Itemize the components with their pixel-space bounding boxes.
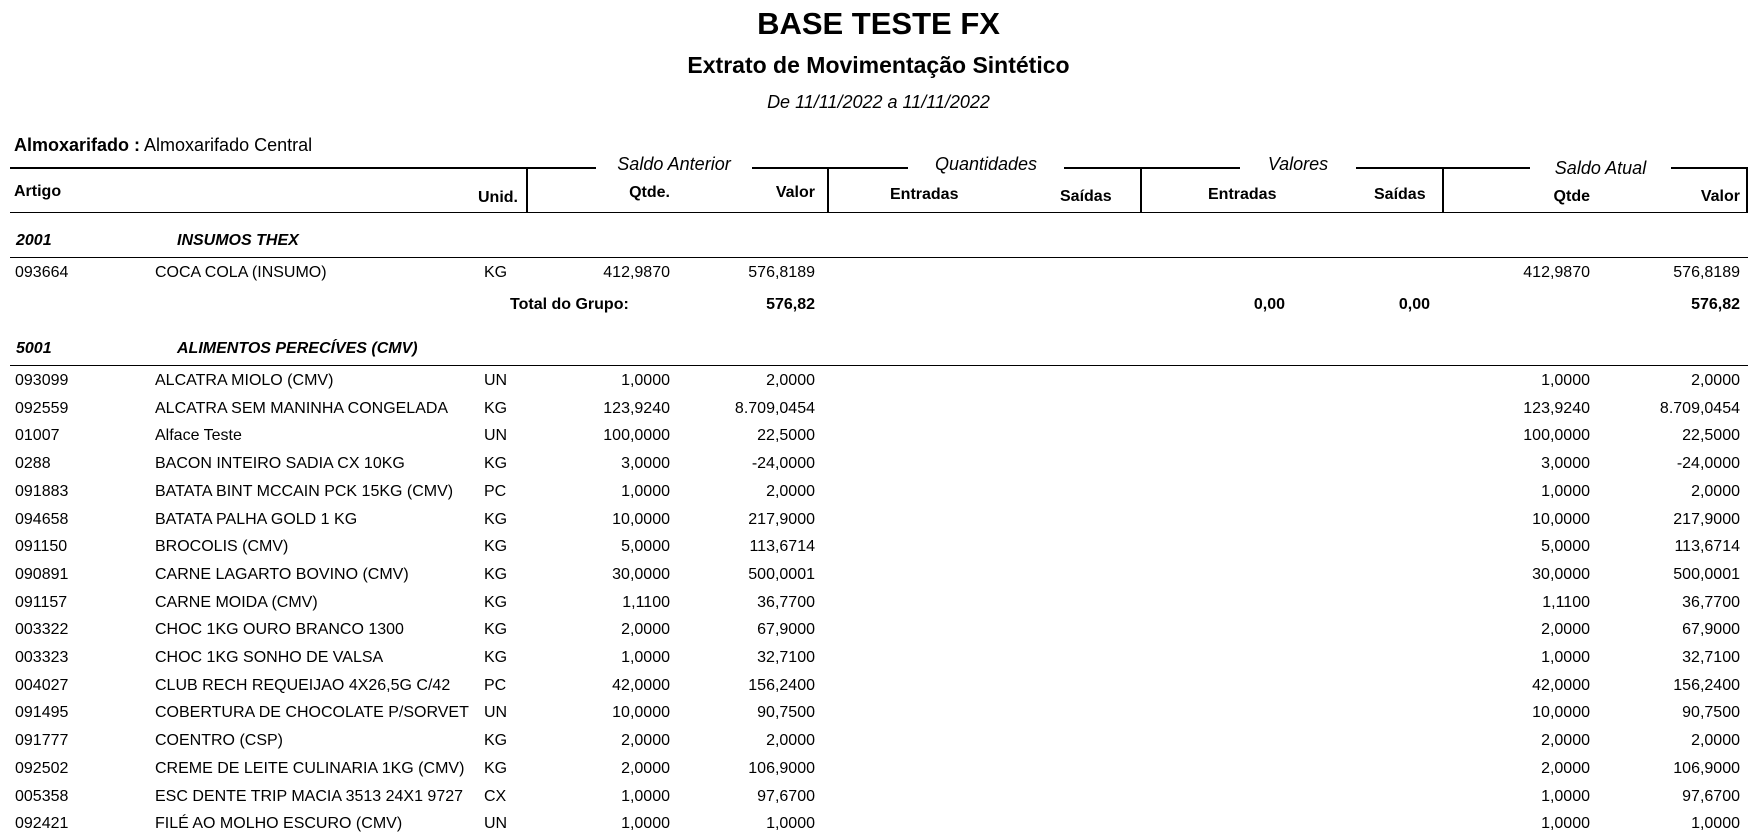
- col-divider-3: [1140, 167, 1142, 212]
- col-valor-atual: Valor: [1700, 188, 1740, 205]
- item-description: ESC DENTE TRIP MACIA 3513 24X1 9727: [155, 787, 464, 805]
- item-code: 092559: [15, 399, 69, 417]
- col-val-entradas: Entradas: [1208, 186, 1277, 203]
- item-valor-atual: 113,6714: [1674, 538, 1740, 556]
- report-period: De 11/11/2022 a 11/11/2022: [767, 92, 990, 112]
- item-valor-anterior: 22,5000: [757, 427, 815, 445]
- header-top-line-left: [10, 167, 526, 169]
- group-total-valores-saidas: 0,00: [1398, 296, 1430, 313]
- item-code: 092421: [15, 815, 69, 833]
- item-valor-atual: 22,5000: [1682, 427, 1740, 445]
- col-divider-2: [827, 167, 829, 212]
- item-valor-anterior: 106,9000: [748, 759, 815, 777]
- item-qtde-atual: 10,0000: [1532, 510, 1590, 528]
- col-qtde-anterior: Qtde.: [629, 184, 670, 201]
- item-unit: KG: [484, 649, 508, 666]
- item-qtde-anterior: 100,0000: [603, 427, 670, 445]
- item-qtde-atual: 10,0000: [1532, 704, 1590, 722]
- group-code: 2001: [16, 232, 52, 249]
- item-valor-anterior: 2,0000: [766, 372, 815, 389]
- group-quantidades: Quantidades: [908, 154, 1064, 175]
- item-qtde-anterior: 2,0000: [621, 621, 670, 639]
- item-qtde-anterior: 3,0000: [621, 455, 670, 473]
- item-code: 093664: [15, 264, 69, 281]
- item-unit: UN: [484, 372, 508, 389]
- item-qtde-atual: 1,0000: [1541, 649, 1590, 666]
- item-valor-atual: 97,6700: [1682, 787, 1740, 805]
- item-qtde-atual: 100,0000: [1523, 427, 1590, 445]
- item-description: COENTRO (CSP): [155, 732, 283, 750]
- item-valor-atual: 2,0000: [1691, 372, 1740, 389]
- item-valor-atual: 500,0001: [1673, 565, 1740, 583]
- item-unit: UN: [484, 427, 508, 445]
- col-artigo: Artigo: [14, 183, 62, 200]
- item-code: 01007: [15, 427, 60, 445]
- item-qtde-anterior: 10,0000: [612, 510, 670, 528]
- item-qtde-atual: 1,1100: [1542, 593, 1590, 611]
- item-description: COBERTURA DE CHOCOLATE P/SORVET: [155, 704, 469, 722]
- item-description: CHOC 1KG SONHO DE VALSA: [155, 649, 384, 666]
- item-valor-anterior: 217,9000: [748, 510, 815, 528]
- item-unit: UN: [484, 704, 508, 722]
- item-qtde-atual: 5,0000: [1541, 538, 1590, 556]
- item-qtde-anterior: 412,9870: [603, 264, 670, 281]
- item-code: 004027: [15, 676, 69, 694]
- item-valor-atual: 156,2400: [1673, 676, 1740, 694]
- item-code: 093099: [15, 372, 69, 389]
- item-valor-anterior: 97,6700: [757, 787, 815, 805]
- item-description: CARNE LAGARTO BOVINO (CMV): [155, 565, 409, 583]
- item-code: 091495: [15, 704, 69, 722]
- col-divider-4: [1442, 167, 1444, 212]
- item-valor-atual: 2,0000: [1691, 482, 1740, 500]
- item-valor-anterior: 500,0001: [748, 565, 815, 583]
- item-valor-atual: -24,0000: [1676, 455, 1740, 473]
- item-valor-atual: 576,8189: [1673, 264, 1740, 281]
- item-valor-atual: 8.709,0454: [1659, 399, 1740, 417]
- item-valor-anterior: 36,7700: [757, 593, 815, 611]
- report-title: Extrato de Movimentação Sintético: [687, 52, 1070, 78]
- item-valor-anterior: 90,7500: [757, 704, 815, 722]
- item-unit: KG: [484, 510, 508, 528]
- item-description: BROCOLIS (CMV): [155, 538, 289, 556]
- item-qtde-atual: 2,0000: [1541, 759, 1590, 777]
- item-qtde-anterior: 2,0000: [621, 732, 670, 750]
- item-unit: KG: [484, 565, 508, 583]
- group-total-valores-entradas: 0,00: [1253, 296, 1285, 313]
- item-qtde-anterior: 123,9240: [603, 399, 670, 417]
- item-valor-anterior: 2,0000: [766, 732, 815, 750]
- item-qtde-atual: 42,0000: [1532, 676, 1590, 694]
- item-qtde-atual: 1,0000: [1541, 815, 1590, 833]
- item-unit: KG: [484, 759, 508, 777]
- item-description: ALCATRA MIOLO (CMV): [155, 372, 334, 389]
- item-unit: KG: [484, 264, 508, 281]
- item-qtde-anterior: 1,0000: [621, 787, 670, 805]
- item-valor-atual: 1,0000: [1691, 815, 1740, 833]
- item-valor-atual: 90,7500: [1682, 704, 1740, 722]
- item-description: CHOC 1KG OURO BRANCO 1300: [155, 621, 404, 639]
- warehouse-line: [14, 135, 312, 156]
- item-qtde-anterior: 1,0000: [621, 482, 670, 500]
- col-val-saidas: Saídas: [1374, 186, 1426, 203]
- item-unit: KG: [484, 455, 508, 473]
- col-divider-5: [1746, 167, 1748, 212]
- item-valor-anterior: 113,6714: [749, 538, 815, 556]
- col-quant-saidas: Saídas: [1060, 188, 1112, 205]
- item-unit: KG: [484, 538, 508, 556]
- item-valor-anterior: 2,0000: [766, 482, 815, 500]
- header-bottom-line: [10, 212, 1748, 213]
- item-qtde-anterior: 1,1100: [622, 593, 670, 611]
- item-description: CARNE MOIDA (CMV): [155, 593, 318, 611]
- item-unit: PC: [484, 482, 507, 500]
- group-saldo-atual: Saldo Atual: [1530, 158, 1671, 179]
- item-qtde-atual: 1,0000: [1541, 787, 1590, 805]
- item-valor-atual: 67,9000: [1682, 621, 1740, 639]
- item-code: 0288: [15, 455, 51, 473]
- item-qtde-anterior: 1,0000: [621, 815, 670, 833]
- group-valores: Valores: [1240, 154, 1356, 175]
- item-valor-anterior: 576,8189: [748, 264, 815, 281]
- item-code: 091777: [15, 732, 69, 750]
- group-code: 5001: [16, 340, 52, 357]
- item-description: CREME DE LEITE CULINARIA 1KG (CMV): [155, 759, 465, 777]
- item-code: 091150: [15, 538, 68, 556]
- item-code: 094658: [15, 510, 69, 528]
- col-quant-entradas: Entradas: [890, 186, 959, 203]
- item-description: BATATA PALHA GOLD 1 KG: [155, 510, 358, 528]
- group-total-valor-atual: 576,82: [1691, 296, 1740, 313]
- group-total-label: Total do Grupo:: [510, 296, 629, 313]
- item-code: 091883: [15, 482, 69, 500]
- col-valor-anterior: Valor: [775, 184, 815, 201]
- item-qtde-atual: 412,9870: [1523, 264, 1590, 281]
- item-valor-atual: 106,9000: [1673, 759, 1740, 777]
- col-unid: Unid.: [478, 189, 518, 206]
- item-qtde-atual: 1,0000: [1541, 482, 1590, 500]
- warehouse-value: Almoxarifado Central: [144, 135, 313, 155]
- item-qtde-anterior: 2,0000: [621, 759, 670, 777]
- item-description: BATATA BINT MCCAIN PCK 15KG (CMV): [155, 482, 454, 500]
- item-valor-anterior: 32,7100: [757, 649, 815, 666]
- item-qtde-anterior: 42,0000: [612, 676, 670, 694]
- item-qtde-atual: 1,0000: [1541, 372, 1590, 389]
- report-company: BASE TESTE FX: [757, 6, 1000, 41]
- item-code: 091157: [15, 593, 68, 611]
- item-qtde-atual: 30,0000: [1532, 565, 1590, 583]
- item-code: 003322: [15, 621, 69, 639]
- item-unit: CX: [484, 787, 507, 805]
- item-qtde-anterior: 1,0000: [621, 372, 670, 389]
- item-valor-anterior: 1,0000: [766, 815, 815, 833]
- item-qtde-atual: 123,9240: [1523, 399, 1590, 417]
- group-name: ALIMENTOS PERECÍVES (CMV): [177, 340, 418, 357]
- item-valor-atual: 36,7700: [1682, 593, 1740, 611]
- item-code: 005358: [15, 787, 69, 805]
- warehouse-label: Almoxarifado :: [14, 135, 141, 155]
- item-description: CLUB RECH REQUEIJAO 4X26,5G C/42: [155, 676, 451, 694]
- item-unit: KG: [484, 732, 508, 750]
- item-unit: KG: [484, 593, 508, 611]
- item-valor-atual: 217,9000: [1673, 510, 1740, 528]
- item-description: FILÉ AO MOLHO ESCURO (CMV): [155, 815, 403, 833]
- item-qtde-atual: 2,0000: [1541, 732, 1590, 750]
- item-qtde-atual: 3,0000: [1541, 455, 1590, 473]
- group-name: INSUMOS THEX: [177, 232, 299, 249]
- item-valor-anterior: 156,2400: [748, 676, 815, 694]
- item-valor-anterior: -24,0000: [751, 455, 815, 473]
- item-unit: PC: [484, 676, 507, 694]
- item-unit: UN: [484, 815, 508, 833]
- group-saldo-anterior: Saldo Anterior: [596, 154, 752, 175]
- item-qtde-anterior: 10,0000: [612, 704, 670, 722]
- item-valor-atual: 32,7100: [1682, 649, 1740, 666]
- item-description: COCA COLA (INSUMO): [155, 264, 327, 281]
- item-code: 090891: [15, 565, 69, 583]
- group-total-valor-anterior: 576,82: [766, 296, 815, 313]
- item-qtde-anterior: 1,0000: [621, 649, 670, 666]
- item-description: Alface Teste: [155, 427, 242, 445]
- group-underline: [10, 257, 1748, 258]
- col-qtde-atual: Qtde: [1553, 188, 1590, 205]
- item-code: 092502: [15, 759, 69, 777]
- col-divider-1: [526, 167, 528, 212]
- item-description: BACON INTEIRO SADIA CX 10KG: [155, 455, 405, 473]
- item-valor-anterior: 8.709,0454: [734, 399, 815, 417]
- item-unit: KG: [484, 621, 508, 639]
- item-qtde-anterior: 30,0000: [612, 565, 670, 583]
- item-qtde-atual: 2,0000: [1541, 621, 1590, 639]
- item-valor-atual: 2,0000: [1691, 732, 1740, 750]
- item-description: ALCATRA SEM MANINHA CONGELADA: [155, 399, 449, 417]
- group-underline: [10, 365, 1748, 366]
- item-unit: KG: [484, 399, 508, 417]
- item-code: 003323: [15, 649, 69, 666]
- item-valor-anterior: 67,9000: [757, 621, 815, 639]
- item-qtde-anterior: 5,0000: [621, 538, 670, 556]
